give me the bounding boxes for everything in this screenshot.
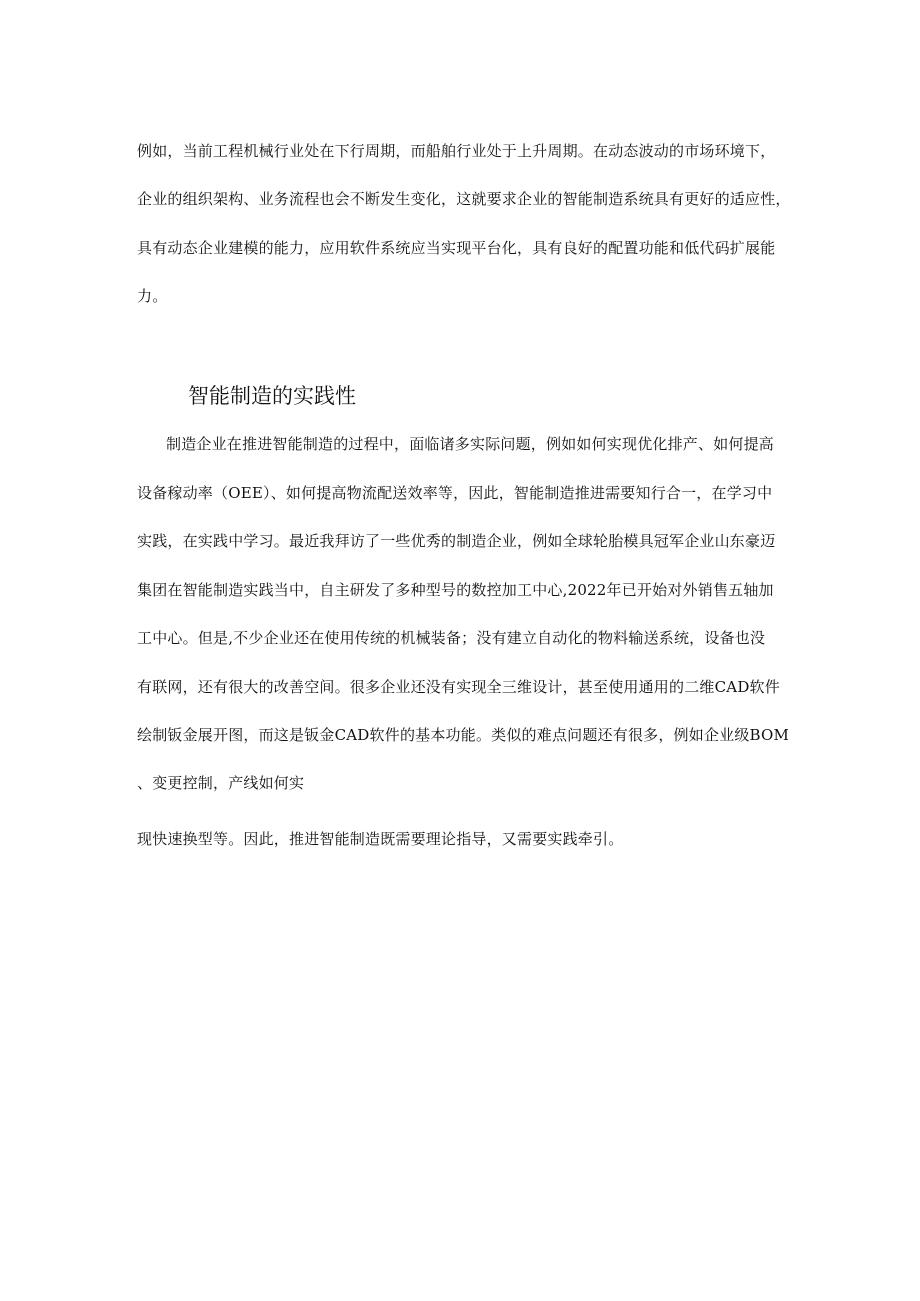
paragraph1-line-1: 例如，当前工程机械行业处在下行周期，而船舶行业处于上升周期。在动态波动的市场环境下，: [137, 142, 776, 160]
paragraph1-line-4: 力。: [137, 287, 168, 305]
paragraph2-line-7: 绘制钣金展开图，而这是钣金CAD软件的基本功能。类似的难点问题还有很多，例如企业级BOM: [137, 726, 790, 744]
paragraph2-line-5: 工中心。但是,不少企业还在使用传统的机械装备；没有建立自动化的物料输送系统，设备也没: [137, 629, 766, 647]
paragraph2-line-2: 设备稼动率（OEE）、如何提高物流配送效率等，因此，智能制造推进需要知行合一，在学习中: [137, 484, 773, 502]
paragraph1-line-3: 具有动态企业建模的能力，应用软件系统应当实现平台化，具有良好的配置功能和低代码扩展能: [137, 239, 776, 257]
paragraph1-line-2: 企业的组织架构、业务流程也会不断发生变化，这就要求企业的智能制造系统具有更好的适应性，: [137, 190, 791, 208]
paragraph2-line-4: 集团在智能制造实践当中，自主研发了多种型号的数控加工中心,2022年已开始对外销售五轴加: [137, 581, 774, 599]
paragraph2-line-6: 有联网，还有很大的改善空间。很多企业还没有实现全三维设计，甚至使用通用的二维CAD软件: [137, 678, 780, 696]
paragraph2-line-1: 制造企业在推进智能制造的过程中，面临诸多实际问题，例如如何实现优化排产、如何提高: [166, 435, 775, 453]
paragraph2-line-8: 、变更控制，产线如何实: [137, 774, 305, 792]
paragraph2-line-3: 实践，在实践中学习。最近我拜访了一些优秀的制造企业，例如全球轮胎模具冠军企业山东豪迈: [137, 532, 776, 550]
paragraph2-line-9: 现快速换型等。因此，推进智能制造既需要理论指导，又需要实践牵引。: [137, 830, 624, 848]
section-heading: 智能制造的实践性: [188, 384, 356, 408]
